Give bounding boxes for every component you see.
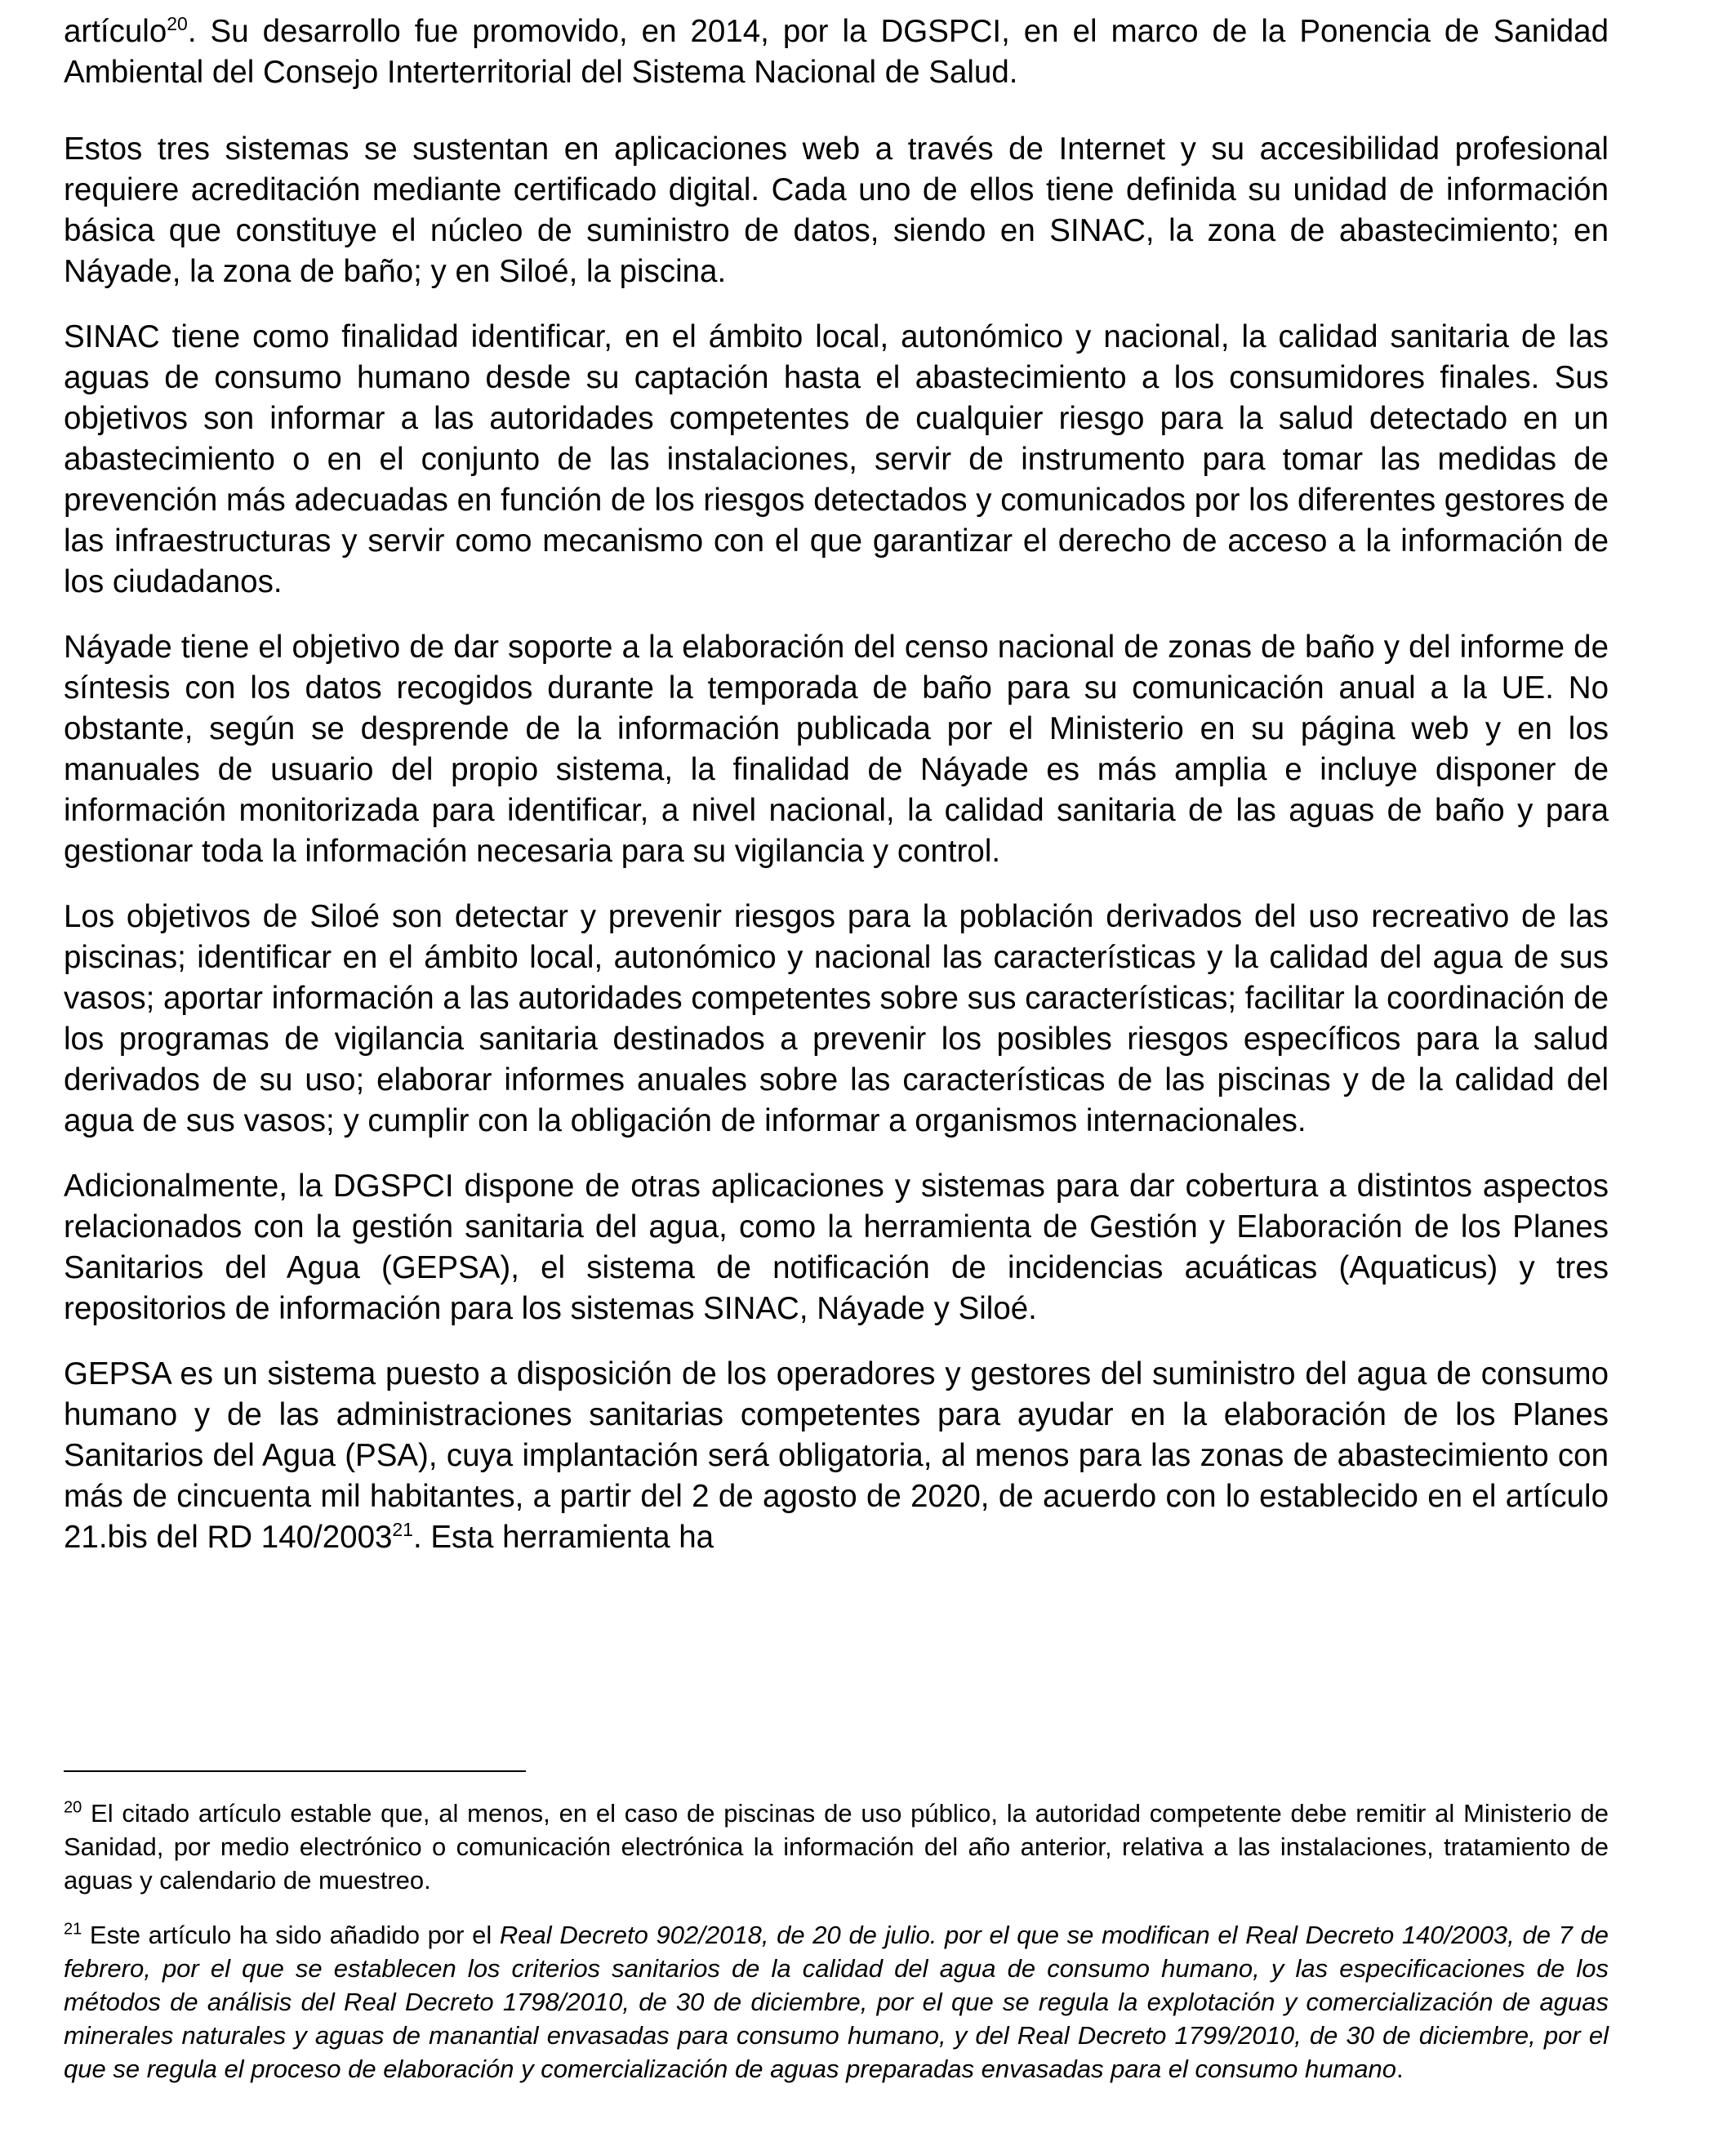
paragraph-text: GEPSA es un sistema puesto a disposición de los operadores y gestores del suministro del agua de consumo humano y de las administraciones sanitarias competentes para ayudar en la elaboración de los Planes Sanitarios del Agua (PSA), cuya implantación será obligatoria, al menos para las zonas de abastecimiento con más de cincuenta mil habitantes, a partir del 2 de agosto de 2020, de acuerdo con lo establecido en el artículo 21.bis del RD 140/2003 <box>64 1356 1609 1555</box>
footnote-text-end: . <box>1395 2055 1404 2083</box>
footnote-separator <box>64 1770 526 1772</box>
footnote-text: El citado artículo estable que, al menos, en el caso de piscinas de uso público, la autoridad competente debe remitir al Ministerio de Sanidad, por medio electrónico o comunicación electrónica la información del año anterior, relativa a las instalaciones, tratamiento de aguas y calendario de muestreo. <box>64 1799 1609 1895</box>
paragraph-sinac: SINAC tiene como finalidad identificar, en el ámbito local, autonómico y nacional, la calidad sanitaria de las aguas de consumo humano desde su captación hasta el abastecimiento a los consumidores finales. Sus objetivos son informar a las autoridades competentes de cualquier riesgo para la salud detectado en un abastecimiento o en el conjunto de las instalaciones, servir de instrumento para tomar las medidas de prevención más adecuadas en función de los riesgos detectados y comunicados por los diferentes gestores de las infraestructuras y servir como mecanismo con el que garantizar el derecho de acceso a la información de los ciudadanos. <box>64 319 1609 599</box>
paragraph-web-systems: Estos tres sistemas se sustentan en aplicaciones web a través de Internet y su accesibilidad profesional requiere acreditación mediante certificado digital. Cada uno de ellos tiene definida su unidad de información básica que constituye el núcleo de suministro de datos, siendo en SINAC, la zona de abastecimiento; en Náyade, la zona de baño; y en Siloé, la piscina. <box>64 131 1609 289</box>
paragraph-article-20-context <box>64 11 1609 93</box>
footnote-ref-20[interactable]: 20 <box>167 13 188 35</box>
footnote-citation: Real Decreto 902/2018, de 20 de julio. por el que se modifican el Real Decreto 140/2003, de 7 de febrero, por el que se establecen los criterios sanitarios de la calidad del agua de consumo humano, y las especificaciones de los métodos de análisis del Real Decreto 1798/2010, de 30 de diciembre, por el que se regula la explotación y comercialización de aguas minerales naturales y aguas de manantial envasadas para consumo humano, y del Real Decreto 1799/2010, de 30 de diciembre, por el que se regula el proceso de elaboración y comercialización de aguas preparadas envasadas para el consumo humano <box>64 1921 1609 2083</box>
footnote-ref-21[interactable]: 21 <box>392 1519 413 1541</box>
document-body <box>64 11 1609 1583</box>
footnote-20 <box>64 1797 1609 1897</box>
paragraph-other-applications: Adicionalmente, la DGSPCI dispone de otras aplicaciones y sistemas para dar cobertura a distintos aspectos relacionados con la gestión sanitaria del agua, como la herramienta de Gestión y Elaboración de los Planes Sanitarios del Agua (GEPSA), el sistema de notificación de incidencias acuáticas (Aquaticus) y tres repositorios de información para los sistemas SINAC, Náyade y Siloé. <box>64 1169 1609 1326</box>
paragraph-text: artículo <box>64 14 167 49</box>
paragraph-nayade: Náyade tiene el objetivo de dar soporte a la elaboración del censo nacional de zonas de baño y del informe de síntesis con los datos recogidos durante la temporada de baño para su comunicación anual a la UE. No obstante, según se desprende de la información publicada por el Ministerio en su página web y en los manuales de usuario del propio sistema, la finalidad de Náyade es más amplia e incluye disponer de información monitorizada para identificar, a nivel nacional, la calidad sanitaria de las aguas de baño y para gestionar toda la información necesaria para su vigilancia y control. <box>64 630 1609 869</box>
footnote-number: 20 <box>64 1798 82 1817</box>
paragraph-siloe: Los objetivos de Siloé son detectar y prevenir riesgos para la población derivados del uso recreativo de las piscinas; identificar en el ámbito local, autonómico y nacional las características y la calidad del agua de sus vasos; aportar información a las autoridades competentes sobre sus características; facilitar la coordinación de los programas de vigilancia sanitaria destinados a prevenir los posibles riesgos específicos para la salud derivados de su uso; elaborar informes anuales sobre las características de las piscinas y de la calidad del agua de sus vasos; y cumplir con la obligación de informar a organismos internacionales. <box>64 899 1609 1138</box>
footnote-text: Este artículo ha sido añadido por el <box>82 1921 500 1949</box>
paragraph-text: . Su desarrollo fue promovido, en 2014, por la DGSPCI, en el marco de la Ponencia de Sanidad Ambiental del Consejo Interterritorial del Sistema Nacional de Salud. <box>64 14 1609 90</box>
footnote-number: 21 <box>64 1920 82 1939</box>
paragraph-gepsa <box>64 1354 1609 1558</box>
footnote-21 <box>64 1918 1609 2086</box>
paragraph-text: . Esta herramienta ha <box>412 1520 714 1555</box>
footnotes-section <box>64 1770 1609 2107</box>
